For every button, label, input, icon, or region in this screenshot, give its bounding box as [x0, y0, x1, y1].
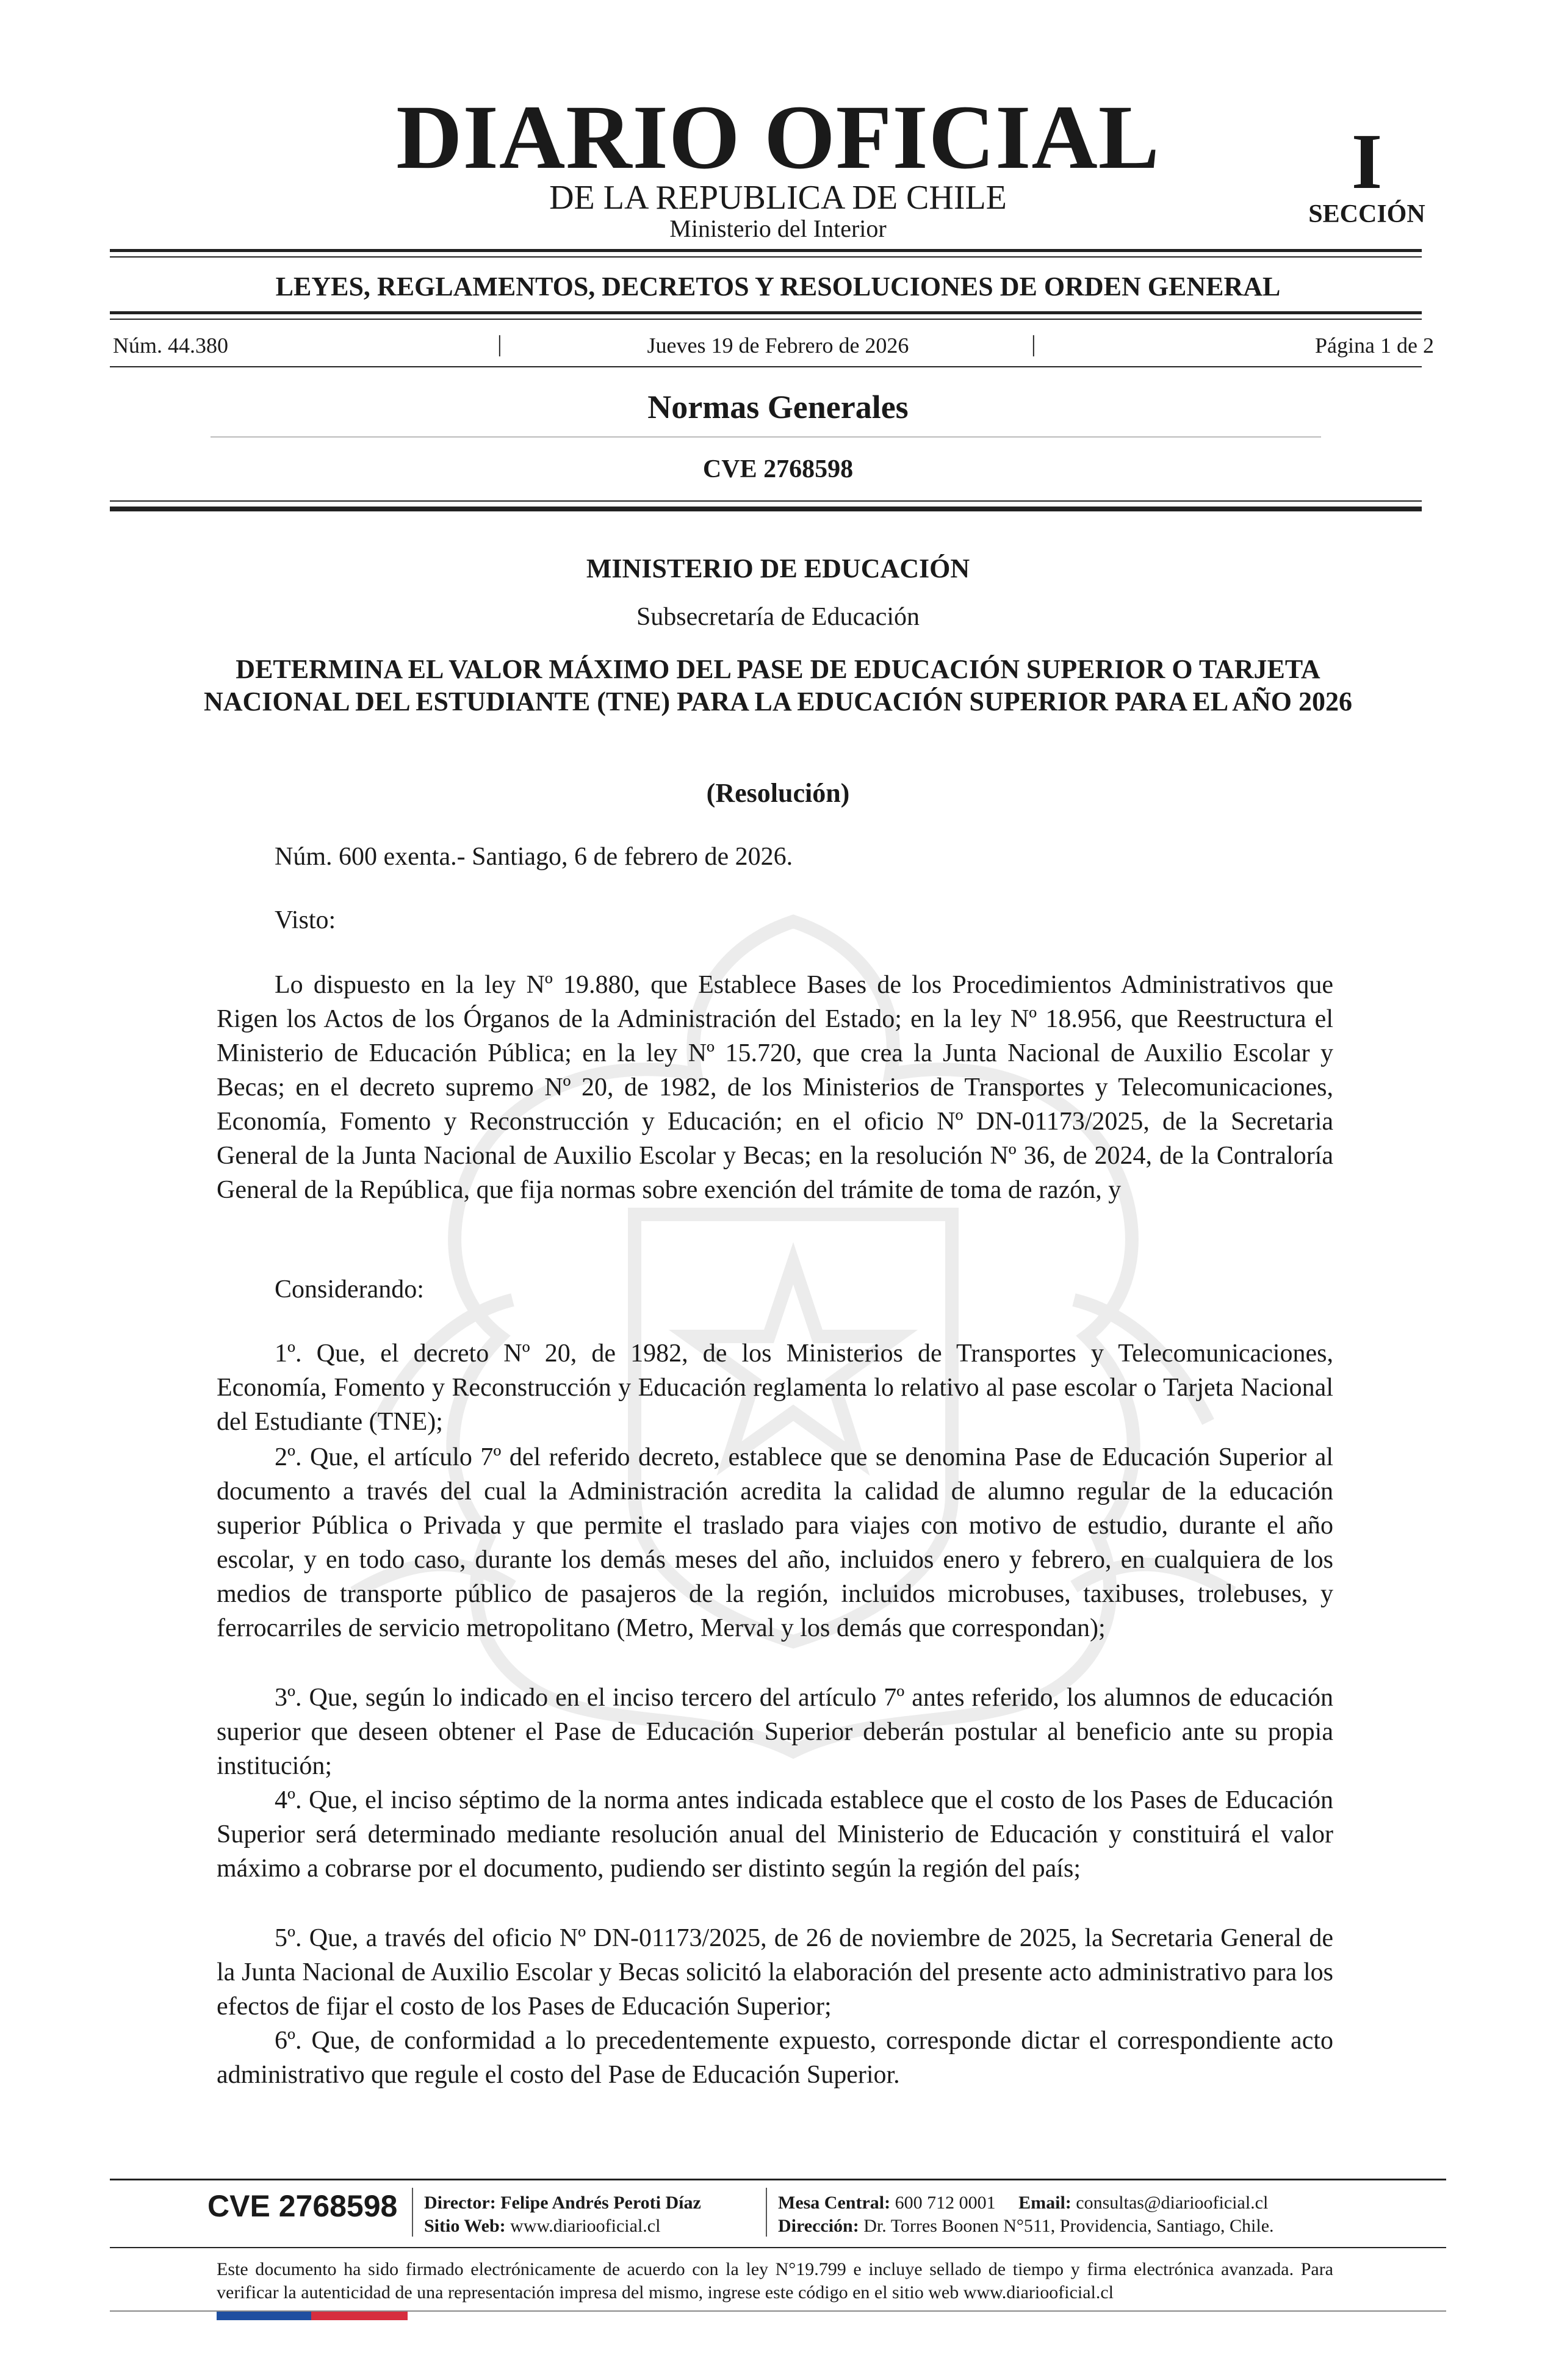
footer-cve-code: CVE 2768598 — [207, 2189, 398, 2223]
newspaper-title: DIARIO OFICIAL — [396, 87, 1160, 188]
resolution-number-line: Núm. 600 exenta.- Santiago, 6 de febrero de 2026. — [275, 843, 793, 871]
considerando-item: 4º. Que, el inciso séptimo de la norma antes indicada establece que el costo de los Pases de Educación Superior será determinado mediante resolución anual del Ministerio de Educación y constituirá el valor máximo a cobrarse por el documento, pudiendo ser distinto según la región del país; — [217, 1786, 1333, 1883]
cve-code: CVE 2768598 — [702, 455, 854, 483]
section-number: I — [1351, 118, 1383, 206]
issue-number: Núm. 44.380 — [113, 333, 228, 358]
considerando-item: 2º. Que, el artículo 7º del referido decreto, establece que se denomina Pase de Educación Superior al documento a través del cual la Administración acredita la calidad de alumno regular de la educación superior Pública o Privada y que permite el traslado para viajes con motivo de estudio, durante el año escolar, y en todo caso, durante los demás meses del año, incluidos enero y febrero, en cualquiera de los medios de transporte público de pasajeros de la región, incluidos microbuses, taxibuses, trolebuses, y ferrocarriles de servicio metropolitano (Metro, Merval y los demás que correspondan); — [217, 1443, 1333, 1642]
resolution-title: DETERMINA EL VALOR MÁXIMO DEL PASE DE EDUCACIÓN SUPERIOR O TARJETA NACIONAL DEL ESTUDIANTE (TNE) PARA LA EDUCACIÓN SUPERIOR PARA EL AÑO 2026 — [203, 654, 1353, 716]
cve-rule-thick — [110, 507, 1422, 511]
page-indicator: Página 1 de 2 — [1315, 333, 1434, 358]
newspaper-subtitle: DE LA REPUBLICA DE CHILE — [549, 179, 1007, 217]
issue-separator: | — [497, 331, 502, 357]
considerando-label: Considerando: — [275, 1275, 424, 1304]
footer-divider — [766, 2188, 767, 2237]
category-rule-thick — [110, 311, 1422, 314]
footer-address: Dirección: Dr. Torres Boonen N°511, Providencia, Santiago, Chile. — [778, 2216, 1274, 2236]
resolution-type: (Resolución) — [706, 778, 850, 808]
footer-signature-note: Este documento ha sido firmado electrónicamente de acuerdo con la ley N°19.799 e incluye sellado de tiempo y firma electrónica avanzada. Para verificar la autenticidad de una representación impresa del mismo, ingrese este código en el sitio web www.diariooficial.cl — [217, 2259, 1333, 2302]
visto-paragraph: Lo dispuesto en la ley Nº 19.880, que Establece Bases de los Procedimientos Administrativos que Rigen los Actos de los Órganos de la Administración del Estado; en la ley Nº 18.956, que Reestructura el Ministerio de Educación Pública; en la ley Nº 15.720, que crea la Junta Nacional de Auxilio Escolar y Becas; en el decreto supremo Nº 20, de 1982, de los Ministerios de Transportes y Telecomunicaciones, Economía, Fomento y Reconstrucción y Educación; en el oficio Nº DN-01173/2025, de la Secretaria General de la Junta Nacional de Auxilio Escolar y Becas; en la resolución Nº 36, de 2024, de la Contraloría General de la República, que fija normas sobre exención del trámite de toma de razón, y — [217, 971, 1333, 1204]
footer-divider — [412, 2188, 413, 2237]
footer-director: Director: Felipe Andrés Peroti Díaz — [424, 2193, 701, 2213]
flag-stripe-blue — [217, 2312, 311, 2320]
newspaper-ministry: Ministerio del Interior — [669, 215, 887, 242]
footer-website: Sitio Web: www.diariooficial.cl — [424, 2216, 661, 2236]
footer-contact: Mesa Central: 600 712 0001 Email: consultas@diariooficial.cl — [778, 2193, 1269, 2213]
footer-rule-mid — [110, 2247, 1446, 2248]
masthead-rule-thick — [110, 249, 1422, 252]
flag-stripe-red — [311, 2312, 408, 2320]
section-heading-rule — [211, 436, 1321, 438]
considerando-item: 1º. Que, el decreto Nº 20, de 1982, de los Ministerios de Transportes y Telecomunicaciones, Economía, Fomento y Reconstrucción y Educación reglamenta lo relativo al pase escolar o Tarjeta Nacional del Estudiante (TNE); — [217, 1340, 1333, 1436]
masthead-rule-thin — [110, 256, 1422, 258]
footer-rule-top — [110, 2179, 1446, 2180]
category-rule-thin — [110, 319, 1422, 320]
visto-label: Visto: — [275, 906, 336, 934]
issue-separator: | — [1031, 331, 1036, 357]
cve-rule-thin — [110, 500, 1422, 502]
footer-email-link[interactable]: consultas@diariooficial.cl — [1076, 2193, 1269, 2213]
subsecretaria-name: Subsecretaría de Educación — [636, 603, 920, 631]
category-heading: LEYES, REGLAMENTOS, DECRETOS Y RESOLUCIONES DE ORDEN GENERAL — [275, 272, 1281, 301]
issue-date: Jueves 19 de Febrero de 2026 — [647, 333, 909, 358]
considerando-item: 5º. Que, a través del oficio Nº DN-01173/2025, de 26 de noviembre de 2025, la Secretaria General de la Junta Nacional de Auxilio Escolar y Becas solicitó la elaboración del presente acto administrativo para los efectos de fijar el costo de los Pases de Educación Superior; — [217, 1924, 1333, 2021]
section-label: SECCIÓN — [1308, 200, 1425, 228]
footer-website-link[interactable]: www.diariooficial.cl — [510, 2216, 661, 2236]
considerando-item: 3º. Que, según lo indicado en el inciso tercero del artículo 7º antes referido, los alumnos de educación superior que deseen obtener el Pase de Educación Superior deberán postular al beneficio ante su propia institución; — [217, 1684, 1333, 1780]
ministry-name: MINISTERIO DE EDUCACIÓN — [586, 554, 970, 583]
considerando-item: 6º. Que, de conformidad a lo precedentemente expuesto, corresponde dictar el correspondiente acto administrativo que regule el costo del Pase de Educación Superior. — [217, 2027, 1333, 2089]
issue-rule — [110, 366, 1422, 367]
section-heading: Normas Generales — [647, 389, 909, 425]
